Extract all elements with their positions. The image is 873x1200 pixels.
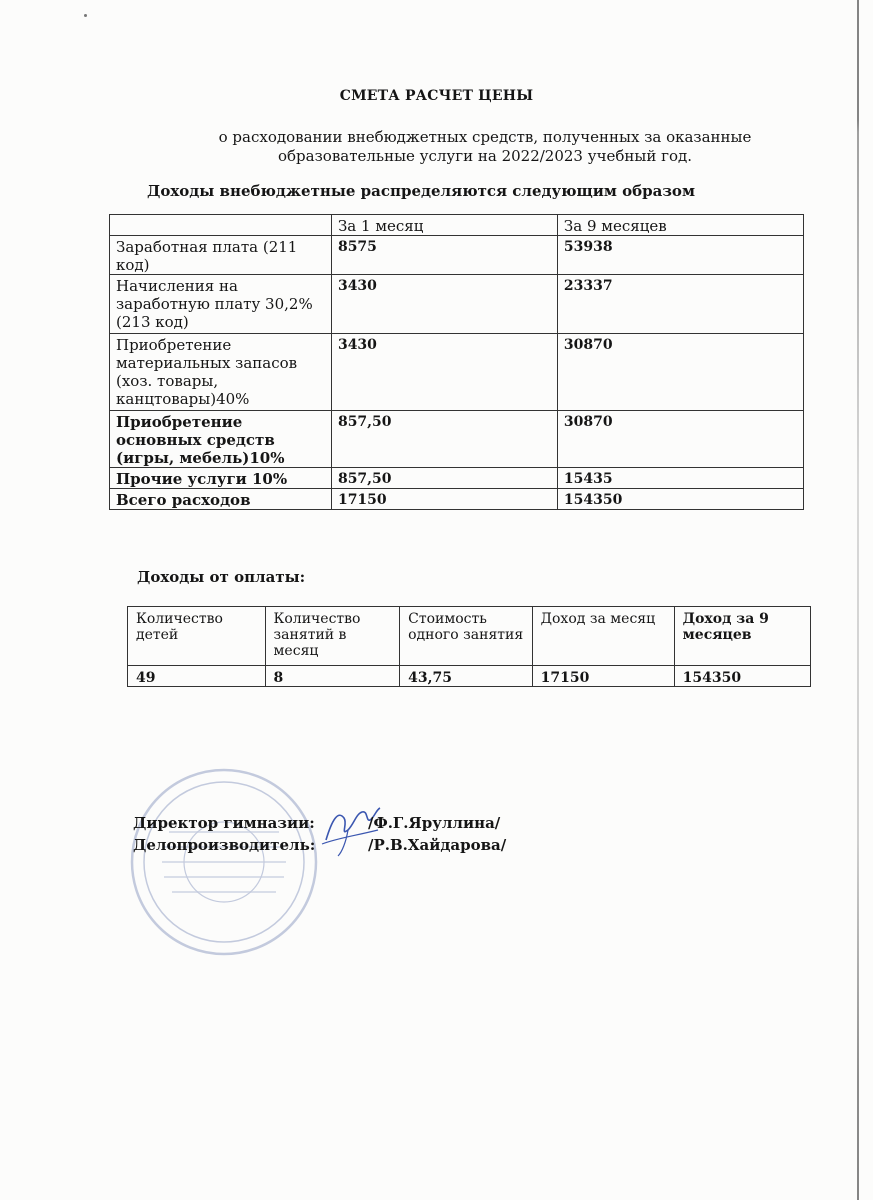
income-header-lessons: Количество занятий в месяц [265, 607, 400, 666]
income-header-children: Количество детей [128, 607, 266, 666]
table-header-row [110, 215, 804, 236]
document-subtitle [190, 128, 780, 166]
row-label: Прочие услуги 10% [110, 468, 332, 489]
row-month-value: 3430 [331, 334, 557, 411]
distribution-heading: Доходы внебюджетные распределяются следующим образом [147, 182, 695, 200]
row-nine-months-value: 23337 [557, 275, 803, 334]
table-row [110, 334, 804, 411]
total-month-value: 17150 [331, 489, 557, 510]
income-table [127, 606, 811, 687]
header-cell-nine-months: За 9 месяцев [557, 215, 803, 236]
organization-stamp [124, 762, 324, 962]
table-row [110, 468, 804, 489]
table-row [110, 236, 804, 275]
expenses-table [109, 214, 804, 510]
table-row [110, 411, 804, 468]
income-value-month: 17150 [532, 666, 674, 687]
row-month-value: 857,50 [331, 411, 557, 468]
income-values-row [128, 666, 811, 687]
total-nine-months-value: 154350 [557, 489, 803, 510]
header-cell-month: За 1 месяц [331, 215, 557, 236]
subtitle-line-2: образовательные услуги на 2022/2023 учебный год. [278, 147, 692, 165]
income-value-cost: 43,75 [400, 666, 533, 687]
row-month-value: 3430 [331, 275, 557, 334]
income-value-nine-months: 154350 [674, 666, 810, 687]
income-header-row [128, 607, 811, 666]
document-title: СМЕТА РАСЧЕТ ЦЕНЫ [339, 88, 534, 104]
income-value-lessons: 8 [265, 666, 400, 687]
row-label: Начисления на заработную плату 30,2% (213 код) [110, 275, 332, 334]
row-label: Приобретение материальных запасов (хоз. товары, канцтовары)40% [110, 334, 332, 411]
row-nine-months-value: 15435 [557, 468, 803, 489]
table-row-total [110, 489, 804, 510]
row-nine-months-value: 30870 [557, 334, 803, 411]
income-header-month-income: Доход за месяц [532, 607, 674, 666]
row-label: Приобретение основных средств (игры, мебель)10% [110, 411, 332, 468]
clerk-name: /Р.В.Хайдарова/ [368, 836, 507, 854]
row-nine-months-value: 30870 [557, 411, 803, 468]
scan-speck [84, 14, 87, 17]
total-label: Всего расходов [110, 489, 332, 510]
header-cell-empty [110, 215, 332, 236]
director-title: Директор гимназии: [133, 814, 315, 832]
income-header-nine-months-income: Доход за 9 месяцев [674, 607, 810, 666]
signature-names [368, 812, 506, 856]
director-name: /Ф.Г.Яруллина/ [368, 814, 501, 832]
clerk-title: Делопроизводитель: [133, 836, 316, 854]
income-value-children: 49 [128, 666, 266, 687]
signature-titles [133, 812, 315, 856]
row-month-value: 857,50 [331, 468, 557, 489]
scan-edge [857, 0, 859, 1200]
table-row [110, 275, 804, 334]
row-label: Заработная плата (211 код) [110, 236, 332, 275]
row-nine-months-value: 53938 [557, 236, 803, 275]
income-header-cost: Стоимость одного занятия [400, 607, 533, 666]
income-heading: Доходы от оплаты: [137, 568, 306, 586]
row-month-value: 8575 [331, 236, 557, 275]
subtitle-line-1: о расходовании внебюджетных средств, полученных за оказанные [218, 128, 752, 146]
